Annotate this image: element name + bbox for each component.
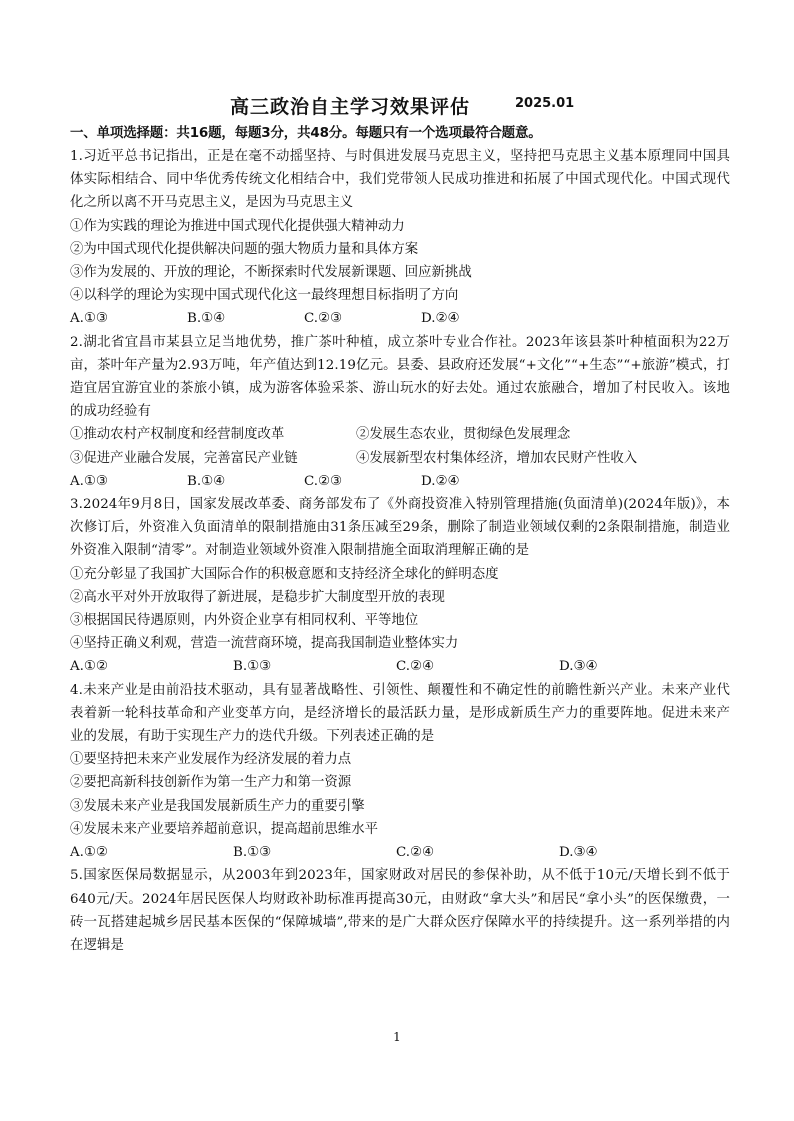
page-number: 1: [393, 1030, 401, 1044]
choice-d[interactable]: D.③④: [559, 845, 598, 861]
answer-choices: [70, 655, 730, 678]
option-3: ③促进产业融合发展，完善富民产业链: [70, 450, 298, 466]
option-2: ②发展生态农业，贯彻绿色发展理念: [356, 427, 571, 443]
question-3: [70, 493, 730, 679]
option-2: ②高水平对外开放取得了新进展，是稳步扩大制度型开放的表现: [70, 589, 445, 605]
choice-c[interactable]: C.②④: [396, 659, 435, 675]
option-3: ③作为发展的、开放的理论，不断探索时代发展新课题、回应新挑战: [70, 265, 472, 281]
exam-date: 2025.01: [515, 96, 575, 111]
choice-c[interactable]: C.②④: [396, 845, 435, 861]
document-page: [70, 92, 730, 957]
choice-b[interactable]: B.①④: [187, 311, 226, 327]
question-stem: 1.习近平总书记指出，正是在毫不动摇坚持、与时俱进发展马克思主义，坚持把马克思主义基本原理同中国具体实际相结合、同中华优秀传统文化相结合中，我们党带领人民成功推进和拓展了中国式现代化。中国式现代化之所以离不开马克思主义，是因为马克思主义: [70, 149, 730, 211]
choice-d[interactable]: D.②④: [421, 473, 460, 489]
option-row: [70, 447, 730, 470]
answer-choices: [70, 307, 730, 330]
choice-b[interactable]: B.①③: [233, 845, 272, 861]
option-3: ③发展未来产业是我国发展新质生产力的重要引擎: [70, 798, 365, 814]
choice-d[interactable]: D.③④: [559, 659, 598, 675]
option-2: ②为中国式现代化提供解决问题的强大物质力量和具体方案: [70, 241, 419, 257]
question-1: [70, 145, 730, 331]
option-1: ①作为实践的理论为推进中国式现代化提供强大精神动力: [70, 218, 405, 234]
option-1: ①推动农村产权制度和经营制度改革: [70, 427, 285, 443]
question-stem: 2.湖北省宜昌市某县立足当地优势，推广茶叶种植，成立茶叶专业合作社。2023年该县茶叶种植面积为22万亩，茶叶年产量为2.93万吨，年产值达到12.19亿元。县委、县政府还发展“+文化”“+生态”“+旅游”模式，打造宜居宜游宜业的茶旅小镇，成为游客体验采茶、游山玩水的好去处。通过农旅融合，增加了村民收入。该地的成功经验有: [70, 334, 730, 420]
option-2: ②要把高新科技创新作为第一生产力和第一资源: [70, 775, 352, 791]
answer-choices: [70, 841, 730, 864]
section-heading: 一、单项选择题：共16题，每题3分，共48分。每题只有一个选项最符合题意。: [70, 125, 542, 141]
choice-c[interactable]: C.②③: [304, 473, 343, 489]
choice-b[interactable]: B.①③: [233, 659, 272, 675]
choice-a[interactable]: A.①②: [70, 659, 108, 675]
question-4: [70, 679, 730, 865]
option-4: ④以科学的理论为实现中国式现代化这一最终理想目标指明了方向: [70, 288, 459, 304]
choice-a[interactable]: A.①②: [70, 845, 108, 861]
question-stem: 4.未来产业是由前沿技术驱动，具有显著战略性、引领性、颠覆性和不确定性的前瞻性新兴产业。未来产业代表着新一轮科技革命和产业变革方向，是经济增长的最活跃力量，是形成新质生产力的重要阵地。促进未来产业的发展，有助于实现生产力的迭代升级。下列表述正确的是: [70, 682, 730, 745]
choice-c[interactable]: C.②③: [304, 311, 343, 327]
answer-choices: [70, 470, 730, 493]
question-2: [70, 331, 730, 493]
choice-a[interactable]: A.①③: [70, 311, 108, 327]
option-1: ①要坚持把未来产业发展作为经济发展的着力点: [70, 752, 352, 768]
option-row: [70, 423, 730, 446]
question-stem: 3.2024年9月8日，国家发展改革委、商务部发布了《外商投资准入特别管理措施(负面清单)(2024年版)》，本次修订后，外资准入负面清单的限制措施由31条压减至29条，删除了制造业领域仅剩的2条限制措施，制造业外资准入限制“清零”。对制造业领域外资准入限制措施全面取消理解正确的是: [70, 497, 730, 559]
option-4: ④坚持正确义利观，营造一流营商环境，提高我国制造业整体实力: [70, 636, 459, 652]
question-5: [70, 864, 730, 957]
choice-a[interactable]: A.①③: [70, 473, 108, 489]
title-row: [70, 92, 730, 122]
choice-d[interactable]: D.②④: [421, 311, 460, 327]
option-4: ④发展未来产业要培养超前意识，提高超前思维水平: [70, 821, 378, 837]
choice-b[interactable]: B.①④: [187, 473, 226, 489]
option-4: ④发展新型农村集体经济，增加农民财产性收入: [356, 450, 638, 466]
option-3: ③根据国民待遇原则，内外资企业享有相同权利、平等地位: [70, 613, 419, 629]
option-1: ①充分彰显了我国扩大国际合作的积极意愿和支持经济全球化的鲜明态度: [70, 566, 499, 582]
question-stem: 5.国家医保局数据显示，从2003年到2023年，国家财政对居民的参保补助，从不低于10元/天增长到不低于640元/天。2024年居民医保人均财政补助标准再提高30元，由财政“拿大头”和居民“拿小头”的医保缴费，一砖一瓦搭建起城乡居民基本医保的“保障城墙”,带来的是广大群众医疗保障水平的持续提升。这一系列举措的内在逻辑是: [70, 868, 730, 953]
page-title: 高三政治自主学习效果评估: [230, 96, 471, 118]
